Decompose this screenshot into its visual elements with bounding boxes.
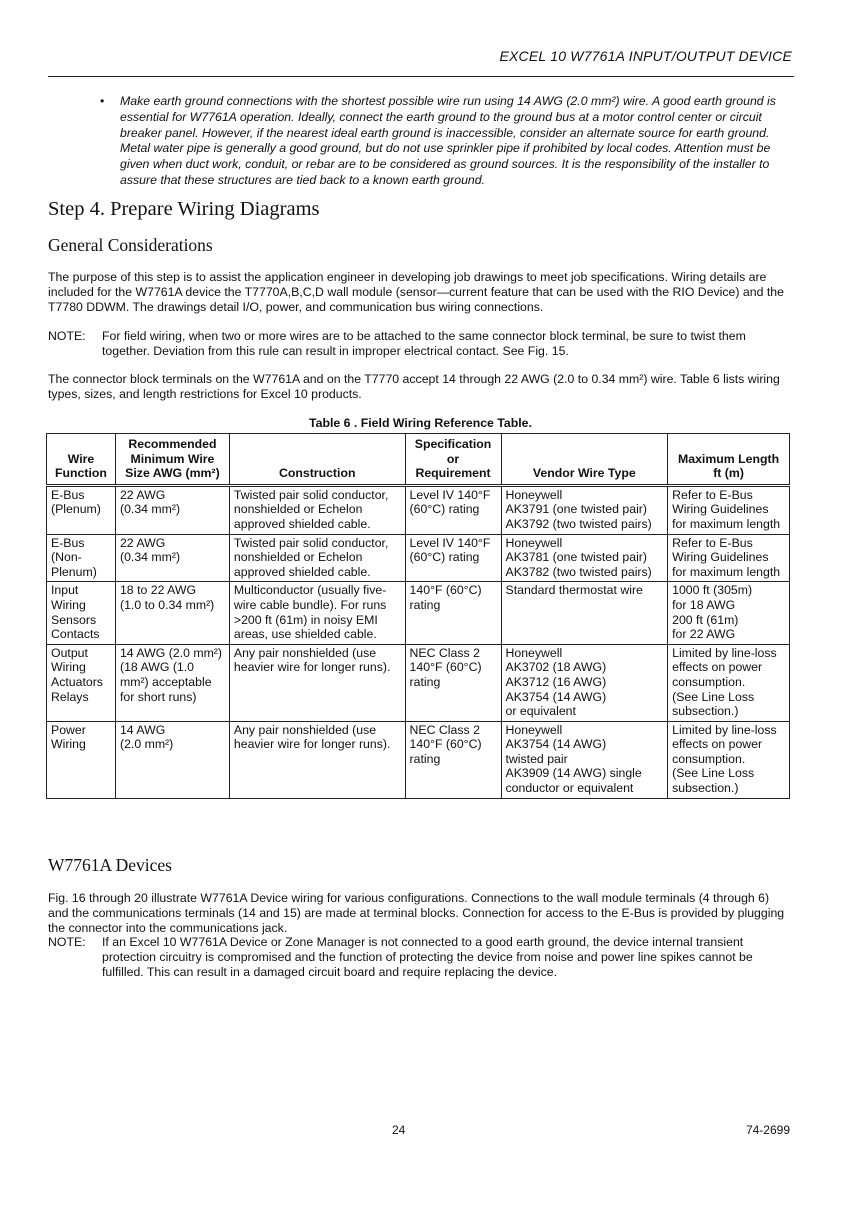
devices-heading: W7761A Devices xyxy=(48,855,172,875)
header-construction: Construction xyxy=(229,434,405,486)
cell-specification: 140°F (60°C) rating xyxy=(405,582,501,644)
document-number: 74-2699 xyxy=(745,1123,790,1137)
table-row xyxy=(47,644,790,721)
earth-ground-note xyxy=(48,935,793,979)
cell-construction: Multiconductor (usually five-wire cable bundle). For runs >200 ft (61m) in noisy EMI areas, use shielded cable. xyxy=(229,582,405,644)
note-text: If an Excel 10 W7761A Device or Zone Manager is not connected to a good earth ground, the device internal transient protection circuitry is compromised and the function of protecting the device from noise and power line spikes cannot be fulfilled. This can result in a damaged circuit board and require replacing the device. xyxy=(102,935,753,979)
header-specification: Specification or Requirement xyxy=(405,434,501,486)
cell-vendor: Honeywell AK3702 (18 AWG) AK3712 (16 AWG) AK3754 (14 AWG) or equivalent xyxy=(501,644,668,721)
bullet-text: Make earth ground connections with the shortest possible wire run using 14 AWG (2.0 mm²) wire. A good earth ground is essential for W7761A operation. Ideally, connect the earth ground to the ground bus at a motor control center or circuit breaker panel. However, if the nearest ideal earth ground is inaccessible, consider an alternate source for earth ground. Metal water pipe is generally a good ground, but do not use sprinkler pipe if prohibited by local codes. Attention must be given when duct work, conduit, or rebar are to be considered as ground sources. It is the responsibility of the installer to assure that these structures are tied back to a known earth ground. xyxy=(120,94,776,187)
cell-wire-function: Input Wiring Sensors Contacts xyxy=(47,582,116,644)
cell-vendor: Standard thermostat wire xyxy=(501,582,668,644)
field-wiring-table xyxy=(46,433,790,799)
header-maximum-length: Maximum Length ft (m) xyxy=(668,434,790,486)
cell-wire-size: 18 to 22 AWG (1.0 to 0.34 mm²) xyxy=(115,582,229,644)
header-wire-function: Wire Function xyxy=(47,434,116,486)
cell-wire-size: 14 AWG (2.0 mm²) xyxy=(115,721,229,798)
table-caption: Table 6 . Field Wiring Reference Table. xyxy=(309,416,532,430)
table-row xyxy=(47,534,790,582)
earth-ground-bullet xyxy=(100,94,790,189)
bullet-symbol: • xyxy=(100,94,105,108)
table-row xyxy=(47,582,790,644)
cell-construction: Any pair nonshielded (use heavier wire for longer runs). xyxy=(229,644,405,721)
cell-specification: Level IV 140°F (60°C) rating xyxy=(405,534,501,582)
cell-specification: NEC Class 2 140°F (60°C) rating xyxy=(405,644,501,721)
purpose-paragraph: The purpose of this step is to assist the application engineer in developing job drawings to meet job specifications. Wiring details are included for the W7761A device the T7770A,B,C,D wall module (sensor—current feature that can be used with the RIO Device) and the T7780 DDWM. The drawings detail I/O, power, and communication bus wiring connections. xyxy=(48,270,784,314)
page-number: 24 xyxy=(392,1123,406,1137)
note-label: NOTE: xyxy=(48,329,86,343)
note-text: For field wiring, when two or more wires are to be attached to the same connector block terminal, be sure to twist them together. Deviation from this rule can result in improper electrical contact. See Fig. 15. xyxy=(102,329,746,358)
cell-specification: NEC Class 2 140°F (60°C) rating xyxy=(405,721,501,798)
cell-wire-size: 22 AWG (0.34 mm²) xyxy=(115,485,229,534)
table-header-row xyxy=(47,434,790,486)
running-header: EXCEL 10 W7761A INPUT/OUTPUT DEVICE xyxy=(499,48,792,64)
cell-wire-size: 22 AWG (0.34 mm²) xyxy=(115,534,229,582)
step-heading: Step 4. Prepare Wiring Diagrams xyxy=(48,198,320,220)
table-row xyxy=(47,485,790,534)
cell-specification: Level IV 140°F (60°C) rating xyxy=(405,485,501,534)
field-wiring-note xyxy=(48,329,793,359)
cell-max-length: Refer to E-Bus Wiring Guidelines for maximum length xyxy=(668,534,790,582)
devices-paragraph: Fig. 16 through 20 illustrate W7761A Device wiring for various configurations. Connections to the wall module terminals (4 through 6) and the communications terminals (14 and 15) are made at terminal blocks. Connection for access to the E-Bus is provided by plugging the connector into the communications jack. xyxy=(48,891,785,935)
header-rule xyxy=(48,76,794,77)
note-label: NOTE: xyxy=(48,935,86,949)
cell-wire-function: E-Bus (Plenum) xyxy=(47,485,116,534)
cell-construction: Any pair nonshielded (use heavier wire for longer runs). xyxy=(229,721,405,798)
cell-wire-function: Output Wiring Actuators Relays xyxy=(47,644,116,721)
connector-paragraph: The connector block terminals on the W7761A and on the T7770 accept 14 through 22 AWG (2.0 to 0.34 mm²) wire. Table 6 lists wiring types, sizes, and length restrictions for Excel 10 products. xyxy=(48,372,780,401)
cell-wire-function: E-Bus (Non- Plenum) xyxy=(47,534,116,582)
general-considerations-heading: General Considerations xyxy=(48,235,213,255)
cell-max-length: Limited by line-loss effects on power consumption. (See Line Loss subsection.) xyxy=(668,644,790,721)
cell-vendor: Honeywell AK3754 (14 AWG) twisted pair AK3909 (14 AWG) single conductor or equivalent xyxy=(501,721,668,798)
cell-max-length: 1000 ft (305m) for 18 AWG 200 ft (61m) for 22 AWG xyxy=(668,582,790,644)
cell-wire-function: Power Wiring xyxy=(47,721,116,798)
header-vendor-wire-type: Vendor Wire Type xyxy=(501,434,668,486)
cell-max-length: Refer to E-Bus Wiring Guidelines for maximum length xyxy=(668,485,790,534)
header-min-wire-size: Recommended Minimum Wire Size AWG (mm²) xyxy=(115,434,229,486)
cell-vendor: Honeywell AK3791 (one twisted pair) AK3792 (two twisted pairs) xyxy=(501,485,668,534)
cell-construction: Twisted pair solid conductor, nonshielded or Echelon approved shielded cable. xyxy=(229,485,405,534)
cell-construction: Twisted pair solid conductor, nonshielded or Echelon approved shielded cable. xyxy=(229,534,405,582)
cell-vendor: Honeywell AK3781 (one twisted pair) AK3782 (two twisted pairs) xyxy=(501,534,668,582)
table-row xyxy=(47,721,790,798)
cell-wire-size: 14 AWG (2.0 mm²) (18 AWG (1.0 mm²) acceptable for short runs) xyxy=(115,644,229,721)
cell-max-length: Limited by line-loss effects on power consumption. (See Line Loss subsection.) xyxy=(668,721,790,798)
